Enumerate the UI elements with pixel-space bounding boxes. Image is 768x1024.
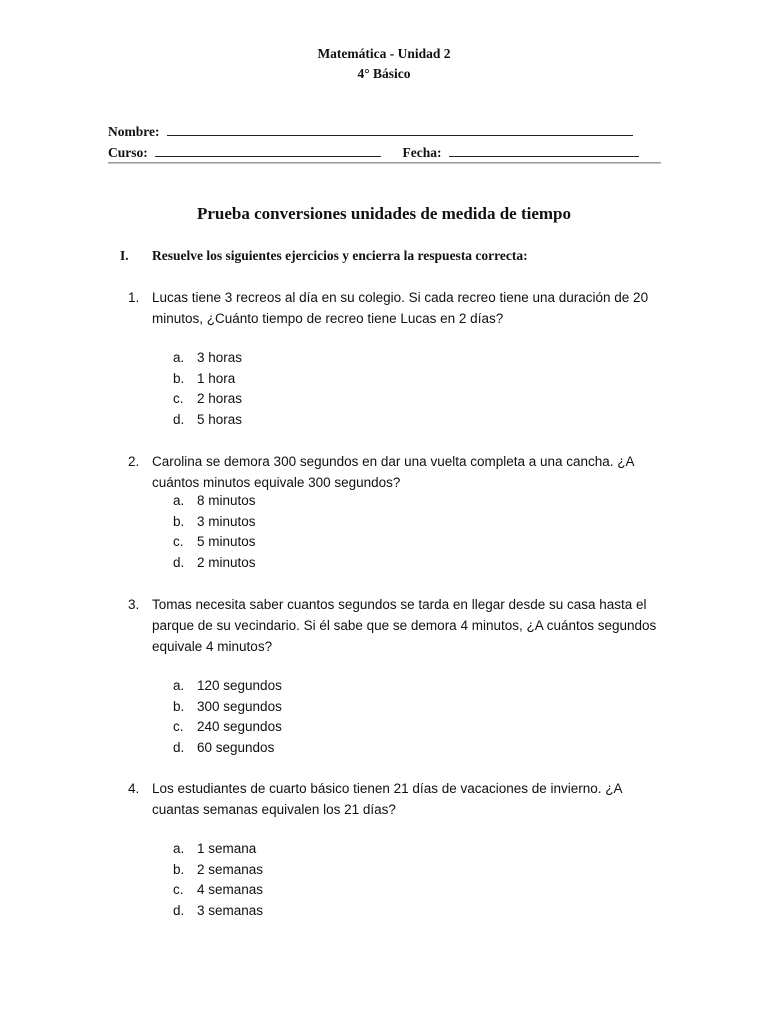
test-title: Prueba conversiones unidades de medida de tiempo (196, 204, 572, 223)
question-3 (128, 594, 662, 657)
option-letter: d. (173, 739, 185, 755)
option-c[interactable] (173, 880, 263, 901)
question-text-line: cuántos minutos equivale 300 segundos? (152, 475, 401, 490)
option-letter: d. (173, 554, 185, 570)
option-text: 5 horas (197, 411, 243, 427)
document-header (0, 44, 768, 84)
option-text: 3 horas (197, 350, 243, 365)
question-text-line: Lucas tiene 3 recreos al día en su colegio. Si cada recreo tiene una duración de 20 (152, 290, 649, 305)
option-b[interactable] (173, 860, 263, 881)
option-letter: b. (173, 370, 185, 386)
nombre-label: Nombre: (108, 124, 160, 139)
question-4 (128, 778, 662, 820)
question-2-options (173, 491, 256, 573)
option-letter: c. (173, 719, 184, 734)
option-text: 60 segundos (197, 739, 275, 755)
option-d[interactable] (173, 901, 263, 922)
option-a[interactable] (173, 839, 263, 860)
option-c[interactable] (173, 717, 282, 738)
question-text-line: cuantas semanas equivalen los 21 días? (152, 802, 396, 817)
header-subject: Matemática - Unidad 2 (317, 46, 451, 61)
section-instruction: Resuelve los siguientes ejercicios y encierra la respuesta correcta: (152, 248, 528, 263)
option-letter: a. (173, 493, 185, 508)
option-c[interactable] (173, 532, 256, 553)
question-text-line: Carolina se demora 300 segundos en dar una vuelta completa a una cancha. ¿A (152, 454, 635, 469)
option-text: 3 semanas (197, 902, 264, 918)
option-b[interactable] (173, 369, 242, 390)
option-letter: b. (173, 861, 185, 877)
option-letter: a. (173, 678, 185, 693)
fecha-blank[interactable] (449, 143, 639, 157)
question-3-options (173, 676, 282, 758)
option-a[interactable] (173, 676, 282, 697)
question-number: 3. (128, 597, 140, 612)
option-letter: a. (173, 350, 185, 365)
curso-label: Curso: (108, 145, 148, 160)
question-1 (128, 287, 662, 329)
option-text: 2 minutos (197, 554, 256, 570)
option-text: 1 hora (197, 370, 236, 386)
option-b[interactable] (173, 697, 282, 718)
option-letter: a. (173, 841, 185, 856)
question-1-options (173, 348, 242, 430)
option-letter: c. (173, 534, 184, 549)
option-c[interactable] (173, 389, 242, 410)
question-4-options (173, 839, 263, 921)
header-divider (108, 162, 661, 164)
question-number: 1. (128, 290, 140, 305)
option-letter: d. (173, 411, 185, 427)
question-text-line: Tomas necesita saber cuantos segundos se tarda en llegar desde su casa hasta el (152, 597, 647, 612)
option-letter: b. (173, 513, 185, 529)
question-number: 4. (128, 781, 140, 796)
nombre-row (108, 122, 633, 141)
option-text: 4 semanas (197, 882, 264, 897)
option-text: 240 segundos (197, 719, 282, 734)
section-heading (120, 246, 528, 266)
header-grade: 4° Básico (357, 66, 411, 81)
question-text-line: minutos, ¿Cuánto tiempo de recreo tiene Lucas en 2 días? (152, 311, 504, 326)
option-letter: c. (173, 391, 184, 406)
option-text: 3 minutos (197, 513, 256, 529)
option-text: 5 minutos (197, 534, 256, 549)
option-d[interactable] (173, 553, 256, 574)
question-number: 2. (128, 454, 140, 469)
curso-fecha-row (108, 143, 639, 162)
fecha-label: Fecha: (402, 145, 442, 160)
curso-blank[interactable] (155, 143, 381, 157)
section-number: I. (120, 248, 129, 263)
option-b[interactable] (173, 512, 256, 533)
option-text: 120 segundos (197, 678, 282, 693)
option-letter: d. (173, 902, 185, 918)
option-text: 2 semanas (197, 861, 264, 877)
question-text-line: equivale 4 minutos? (152, 639, 273, 654)
option-d[interactable] (173, 738, 282, 759)
option-text: 300 segundos (197, 698, 282, 714)
option-letter: c. (173, 882, 184, 897)
option-text: 1 semana (197, 841, 257, 856)
option-a[interactable] (173, 348, 242, 369)
nombre-blank[interactable] (167, 122, 633, 136)
question-text-line: Los estudiantes de cuarto básico tienen 21 días de vacaciones de invierno. ¿A (152, 781, 623, 796)
option-a[interactable] (173, 491, 256, 512)
option-d[interactable] (173, 410, 242, 431)
option-text: 2 horas (197, 391, 243, 406)
option-text: 8 minutos (197, 493, 256, 508)
question-text-line: parque de su vecindario. Si él sabe que se demora 4 minutos, ¿A cuántos segundos (152, 618, 657, 633)
question-2 (128, 451, 662, 493)
option-letter: b. (173, 698, 185, 714)
